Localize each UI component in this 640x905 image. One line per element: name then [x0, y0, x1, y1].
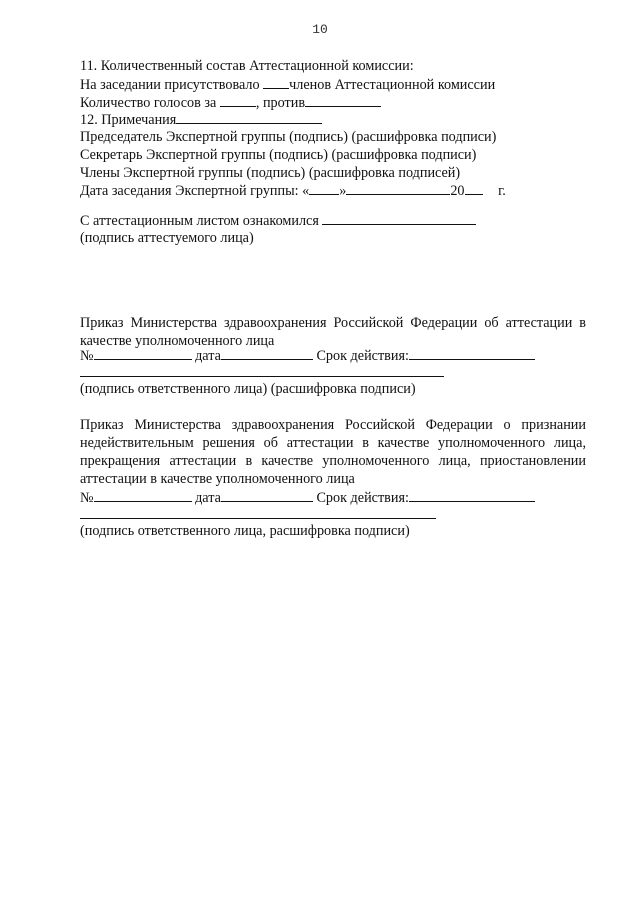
meeting-date-line	[80, 181, 506, 200]
section-11-title: 11. Количественный состав Аттестационной комиссии:	[80, 58, 414, 74]
present-members-line	[80, 75, 495, 94]
meeting-year-blank	[465, 181, 483, 195]
meeting-month-blank	[346, 181, 450, 195]
order-2-fields-line	[80, 488, 535, 507]
acknowledgement-text: С аттестационным листом ознакомился	[80, 213, 323, 229]
order-1-number-label: №	[80, 348, 94, 364]
members-signature-line: Члены Экспертной группы (подпись) (расшифровка подписей)	[80, 165, 461, 181]
meeting-year-prefix: 20	[450, 183, 465, 199]
meeting-date-label: Дата заседания Экспертной группы: «	[80, 183, 310, 199]
votes-for-blank	[220, 93, 256, 107]
order-1-validity-label: Срок действия:	[312, 348, 409, 364]
votes-against-label: , против	[255, 95, 306, 111]
order-2-text-line-4: аттестации в качестве уполномоченного лица	[80, 471, 355, 487]
order-1-date-label: дата	[191, 348, 221, 364]
order-2-text	[80, 416, 586, 488]
votes-against-blank	[305, 93, 381, 107]
acknowledgement-line	[80, 211, 476, 230]
order-2-number-label: №	[80, 490, 94, 506]
order-2-date-label: дата	[191, 490, 221, 506]
chairman-signature-line: Председатель Экспертной группы (подпись) (расшифровка подписи)	[80, 129, 497, 145]
secretary-signature-line: Секретарь Экспертной группы (подпись) (расшифровка подписи)	[80, 147, 477, 163]
order-1-text-rest: качестве уполномоченного лица	[80, 333, 275, 349]
order-2-validity-blank	[409, 488, 535, 502]
notes-label: 12. Примечания	[80, 112, 177, 128]
order-1-signature-line	[80, 376, 444, 377]
order-2-signature-line	[80, 518, 436, 519]
order-1-fields-line	[80, 346, 535, 365]
meeting-day-blank	[309, 181, 339, 195]
order-2-text-line-1: Приказ Министерства здравоохранения Российской Федерации о признании	[80, 417, 586, 433]
meeting-year-suffix: г.	[494, 183, 506, 199]
acknowledgement-caption: (подпись аттестуемого лица)	[80, 230, 254, 246]
present-count-blank	[263, 75, 289, 89]
order-2-date-blank	[221, 488, 313, 502]
acknowledgement-signature-blank	[322, 211, 476, 225]
order-2-number-blank	[94, 488, 192, 502]
order-2-text-line-3: прекращения аттестации в качестве уполномоченного лица, приостановлении	[80, 453, 586, 469]
order-2-text-line-2: недействительным решения об аттестации в качестве уполномоченного лица,	[80, 435, 586, 451]
meeting-date-quote: »	[339, 183, 347, 199]
present-after-text: членов Аттестационной комиссии	[289, 77, 496, 93]
order-1-date-blank	[221, 346, 313, 360]
page-number: 10	[312, 22, 328, 37]
order-1-signature-caption: (подпись ответственного лица) (расшифровка подписи)	[80, 381, 416, 397]
order-2-validity-label: Срок действия:	[312, 490, 409, 506]
order-1-text-first-line: Приказ Министерства здравоохранения Российской Федерации об аттестации в	[80, 315, 586, 331]
notes-line	[80, 110, 322, 129]
order-1-number-blank	[94, 346, 192, 360]
notes-blank	[176, 110, 322, 124]
order-2-signature-caption: (подпись ответственного лица, расшифровка подписи)	[80, 523, 410, 539]
order-1-text	[80, 314, 586, 350]
order-1-validity-blank	[409, 346, 535, 360]
present-before-text: На заседании присутствовало	[80, 77, 264, 93]
votes-for-label: Количество голосов за	[80, 95, 220, 111]
